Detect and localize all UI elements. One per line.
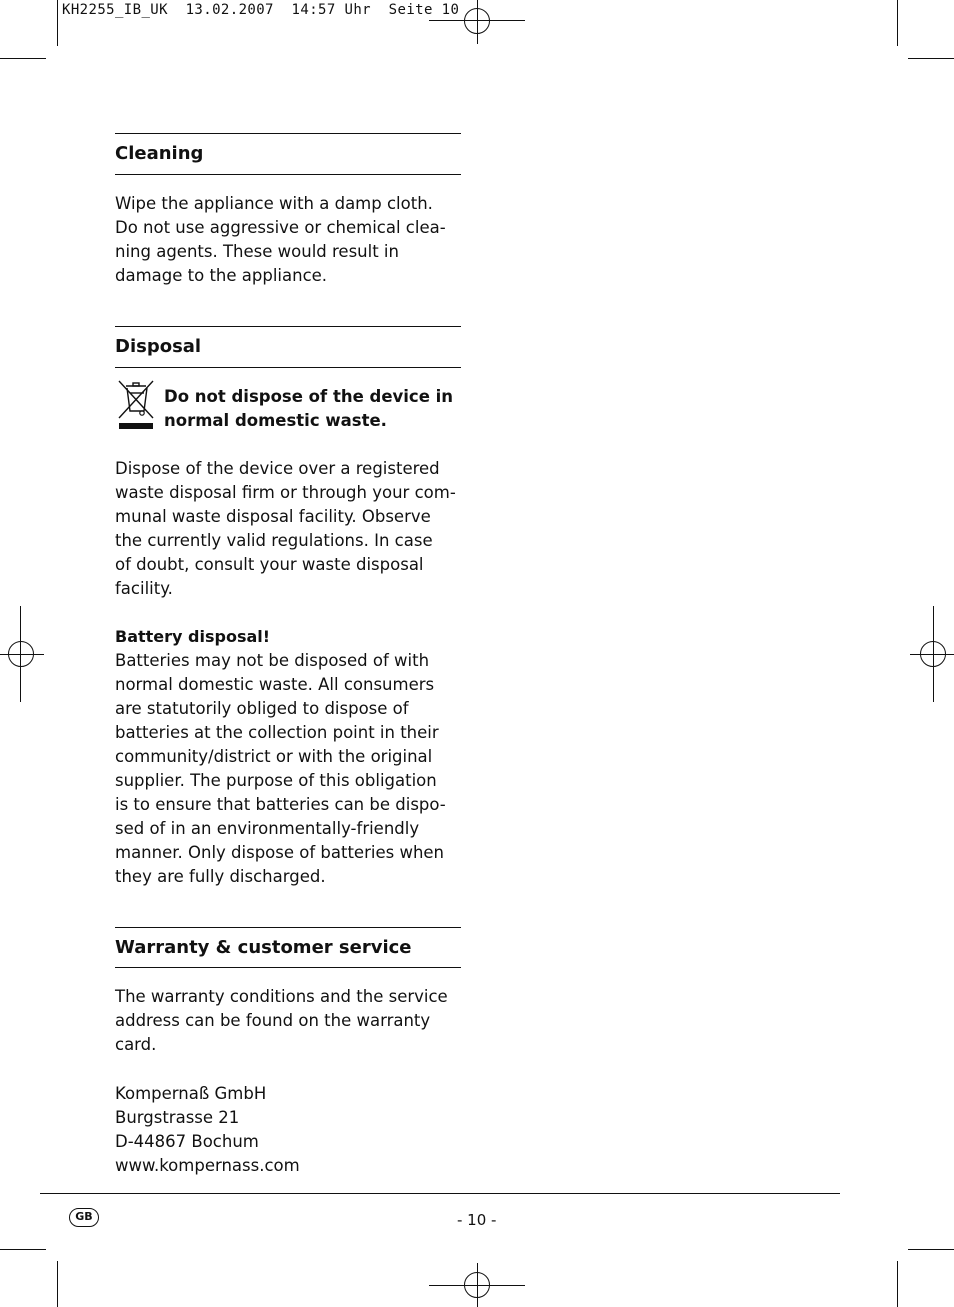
crop-mark-bottom-right-h [908,1249,954,1250]
crop-mark-top-left-h [0,58,46,59]
battery-disposal-heading: Battery disposal! [115,627,271,646]
crop-mark-top-right-h [908,58,954,59]
disposal-heading: Disposal [115,336,202,357]
cleaning-rule-bottom [115,174,461,175]
disposal-text: Dispose of the device over a registered waste disposal firm or through your com- munal waste disposal facility. Observe the currently valid regulations. In case of doubt, consult your waste disposal facility. [115,459,456,598]
disposal-rule-top [115,326,461,327]
warranty-heading: Warranty & customer service [115,937,412,958]
print-header: KH2255_IB_UK 13.02.2007 14:57 Uhr Seite 10 [62,2,460,18]
cleaning-text: Wipe the appliance with a damp cloth. Do not use aggressive or chemical clea- ning agents. These would result in damage to the appliance. [115,194,446,285]
warranty-text: The warranty conditions and the service address can be found on the warranty card. [115,987,448,1054]
company-address [115,1082,465,1178]
crop-mark-top-right-v [897,0,898,46]
warranty-rule-bottom [115,967,461,968]
cleaning-rule-top [115,133,461,134]
company-street: Burgstrasse 21 [115,1108,240,1127]
disposal-warning: Do not dispose of the device in normal domestic waste. [164,387,454,430]
footer-rule [40,1193,840,1194]
crossed-out-wheelie-bin-icon [116,378,156,430]
company-name: Kompernaß GmbH [115,1084,267,1103]
warranty-rule-top [115,927,461,928]
crop-mark-bottom-right-v [897,1261,898,1307]
cleaning-heading: Cleaning [115,143,204,164]
company-website: www.kompernass.com [115,1156,300,1175]
language-badge: GB [69,1208,99,1227]
company-city: D-44867 Bochum [115,1132,259,1151]
crop-mark-top-left-v [57,0,58,46]
crop-mark-bottom-left-h [0,1249,46,1250]
page-number: - 10 - [457,1211,497,1229]
battery-disposal-text: Battery disposal! Batteries may not be disposed of with normal domestic waste. All consumers are statutorily obliged to dispose of batteries at the collection point in their community/district or with the original supplier. The purpose of this obligation is to ensure that batteries can be dispo- sed of in an environmentally-friendly manner. Only dispose of batteries when they are fully discharged. [115,625,465,889]
disposal-rule-bottom [115,367,461,368]
crop-mark-bottom-left-v [57,1261,58,1307]
